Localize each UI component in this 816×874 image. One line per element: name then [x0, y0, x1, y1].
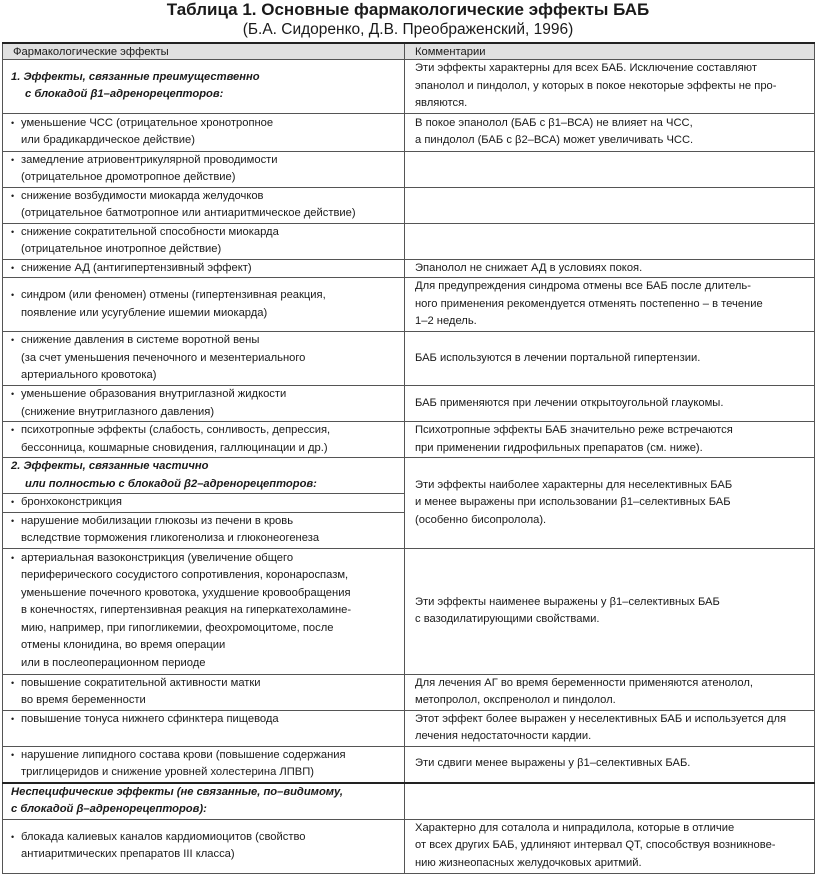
comment-line: Психотропные эффекты БАБ значительно реже встречаются — [415, 424, 733, 436]
table-row — [3, 259, 815, 278]
comment-cell — [405, 674, 815, 710]
effect-line: или брадикардическое действие) — [21, 134, 195, 146]
effect-line: снижение давления в системе воротной вены — [21, 334, 260, 347]
comment-line: и менее выражены при использовании β1–селективных БАБ — [415, 496, 731, 508]
table-row — [3, 548, 815, 674]
effect-cell — [3, 113, 405, 151]
effects-table — [2, 42, 815, 874]
table-row — [3, 151, 815, 187]
effect-cell — [3, 187, 405, 223]
effect-cell — [3, 548, 405, 674]
effect-line: (отрицательное инотропное действие) — [21, 243, 222, 255]
effect-line: (отрицательное батмотропное или антиаритмическое действие) — [21, 207, 356, 219]
comment-line: Для лечения АГ во время беременности применяются атенолол, — [415, 676, 754, 689]
bullet-icon: • — [11, 749, 15, 760]
effect-line: повышение тонуса нижнего сфинктера пищевода — [21, 712, 279, 725]
effect-cell — [3, 332, 405, 386]
effect-line: синдром (или феномен) отмены (гипертензивная реакция, — [21, 289, 326, 301]
comment-line: (особенно бисопролола). — [415, 513, 547, 526]
section-text: с блокадой β–адренорецепторов): — [11, 803, 207, 815]
effect-line: снижение сократительной способности миокарда — [21, 225, 279, 238]
table-row — [3, 332, 815, 386]
section-text: 1. Эффекты, связанные преимущественно — [11, 70, 260, 83]
bullet-icon: • — [11, 497, 15, 507]
comment-line: Эти эффекты наименее выражены у β1–селективных БАБ — [415, 595, 720, 608]
table-row — [3, 746, 815, 783]
effect-line: артериального кровотока) — [21, 369, 157, 382]
comment-line: Эти эффекты характерны для всех БАБ. Исключение составляют — [415, 62, 757, 74]
effect-line: вследствие торможения гликогенолиза и глюконеогенеза — [21, 532, 320, 544]
effect-cell — [3, 710, 405, 746]
header-comments: Комментарии — [405, 43, 815, 60]
comment-line: метопролол, окспренолол и пиндолол. — [415, 694, 616, 706]
effect-cell — [3, 151, 405, 187]
comment-cell — [405, 332, 815, 386]
header-effects: Фармакологические эффекты — [3, 43, 405, 60]
comment-cell — [405, 187, 815, 223]
effect-line: бессонница, кошмарные сновидения, галлюцинации и др.) — [21, 441, 328, 454]
effect-line: отмены клонидина, во время операции — [21, 639, 226, 652]
section-2-comment — [405, 458, 815, 549]
table-row — [3, 386, 815, 422]
effect-line: артериальная вазоконстрикция (увеличение общего — [21, 551, 294, 564]
effect-cell — [3, 386, 405, 422]
comment-cell — [405, 113, 815, 151]
effect-line: повышение сократительной активности матки — [21, 676, 261, 689]
effect-cell — [3, 512, 405, 548]
table-row — [3, 113, 815, 151]
comment-line: Характерно для соталола и нипрадилола, которые в отличие — [415, 821, 735, 834]
effect-cell — [3, 494, 405, 513]
effect-line: (отрицательное дромотропное действие) — [21, 171, 236, 183]
table-row — [3, 187, 815, 223]
effect-line: триглицеридов и снижение уровней холестерина ЛПВП) — [21, 766, 315, 778]
section-text: Неспецифические эффекты (не связанные, по–видимому, — [11, 785, 343, 798]
bullet-icon: • — [11, 515, 15, 526]
section-1-row — [3, 60, 815, 114]
table-row — [3, 674, 815, 710]
comment-cell — [405, 151, 815, 187]
bullet-icon: • — [11, 117, 15, 128]
table-subtitle: (Б.А. Сидоренко, Д.В. Преображенский, 1996) — [242, 21, 574, 38]
comment-line: Эпанолол не снижает АД в условиях покоя. — [415, 261, 643, 274]
effect-line: (снижение внутриглазного давления) — [21, 405, 215, 418]
comment-line: лечения недостаточности кардии. — [415, 730, 592, 742]
section-1-heading — [3, 60, 405, 114]
effect-line: замедление атриовентрикулярной проводимости — [21, 153, 278, 166]
effect-line: (за счет уменьшения печеночного и мезентериального — [21, 351, 306, 364]
comment-cell — [405, 259, 815, 278]
section-3-heading — [3, 783, 405, 820]
section-2-heading — [3, 458, 405, 494]
bullet-icon: • — [11, 389, 15, 399]
bullet-icon: • — [11, 677, 15, 688]
effect-line: бронхоконстрикция — [21, 496, 122, 508]
table-row — [3, 278, 815, 332]
bullet-icon: • — [11, 552, 15, 563]
effect-line: снижение возбудимости миокарда желудочков — [21, 189, 264, 202]
comment-line: от всех других БАБ, удлиняют интервал QT, способствуя возникнове- — [415, 839, 776, 852]
section-text: 2. Эффекты, связанные частично — [11, 460, 209, 472]
comment-cell — [405, 783, 815, 820]
comment-line: Эти сдвиги менее выражены у β1–селективных БАБ. — [415, 757, 691, 770]
section-1-comment — [405, 60, 815, 114]
effect-cell — [3, 819, 405, 873]
effect-cell — [3, 223, 405, 259]
comment-line: при применении гидрофильных препаратов (см. ниже). — [415, 441, 703, 454]
effect-line: уменьшение образования внутриглазной жидкости — [21, 388, 287, 400]
section-3-row — [3, 783, 815, 820]
comment-line: БАБ используются в лечении портальной гипертензии. — [415, 351, 701, 364]
effect-line: психотропные эффекты (слабость, сонливость, депрессия, — [21, 424, 331, 436]
effect-line: уменьшение ЧСС (отрицательное хронотропное — [21, 116, 274, 129]
comment-cell — [405, 819, 815, 873]
comment-line: эпанолол и пиндолол, у которых в покое некоторые эффекты не про- — [415, 79, 777, 92]
table-title: Таблица 1. Основные фармакологические эффекты БАБ — [166, 0, 650, 19]
effect-line: или в послеоперационном периоде — [21, 656, 206, 669]
effect-line: блокада калиевых каналов кардиомиоцитов (свойство — [21, 830, 306, 843]
bullet-icon: • — [11, 335, 15, 346]
bullet-icon: • — [11, 831, 15, 842]
comment-cell — [405, 746, 815, 783]
bullet-icon: • — [11, 190, 15, 201]
effect-line: нарушение липидного состава крови (повышение содержания — [21, 748, 346, 761]
comment-line: 1–2 недель. — [415, 315, 477, 328]
table-row — [3, 819, 815, 873]
bullet-icon: • — [11, 262, 15, 273]
comment-cell — [405, 223, 815, 259]
effect-line: в конечностях, гипертензивная реакция на гиперкатехоламине- — [21, 604, 352, 617]
effect-line: антиаритмических препаратов III класса) — [21, 848, 235, 860]
bullet-icon: • — [11, 290, 15, 300]
section-text: с блокадой β1–адренорецепторов: — [25, 88, 224, 101]
effect-line: мию, например, при гипогликемии, феохромоцитоме, после — [21, 621, 334, 634]
bullet-icon: • — [11, 154, 15, 165]
effect-cell — [3, 674, 405, 710]
comment-line: являются. — [415, 97, 468, 109]
effect-cell — [3, 259, 405, 278]
effect-cell — [3, 422, 405, 458]
comment-cell — [405, 422, 815, 458]
bullet-icon: • — [11, 713, 15, 724]
effect-line: во время беременности — [21, 694, 146, 706]
comment-line: Эти эффекты наиболее характерны для неселективных БАБ — [415, 478, 733, 491]
effect-line: снижение АД (антигипертензивный эффект) — [21, 261, 252, 274]
comment-line: ного применения рекомендуется отменять постепенно – в течение — [415, 297, 763, 310]
comment-line: БАБ применяются при лечении открытоугольной глаукомы. — [415, 396, 724, 409]
comment-line: нию жизнеопасных желудочковых аритмий. — [415, 856, 642, 869]
comment-line: Для предупреждения синдрома отмены все БАБ после длитель- — [415, 280, 751, 293]
effect-line: появление или усугубление ишемии миокарда) — [21, 306, 268, 319]
effect-cell — [3, 746, 405, 783]
section-text: или полностью с блокадой β2–адренорецепторов: — [25, 477, 317, 490]
table-row — [3, 223, 815, 259]
comment-line: с вазодилатирующими свойствами. — [415, 613, 600, 625]
comment-cell — [405, 278, 815, 332]
effect-line: уменьшение почечного кровотока, ухудшение кровообращения — [21, 586, 351, 599]
comment-cell — [405, 548, 815, 674]
comment-line: а пиндолол (БАБ с β2–ВСА) может увеличивать ЧСС. — [415, 134, 694, 146]
section-2-row — [3, 458, 815, 494]
comment-cell — [405, 710, 815, 746]
header-row — [3, 43, 815, 60]
effect-line: периферического сосудистого сопротивления, коронароспазм, — [21, 569, 349, 582]
comment-cell — [405, 386, 815, 422]
effect-cell — [3, 278, 405, 332]
table-row — [3, 422, 815, 458]
comment-line: Этот эффект более выражен у неселективных БАБ и используется для — [415, 712, 787, 725]
comment-line: В покое эпанолол (БАБ с β1–ВСА) не влияет на ЧСС, — [415, 116, 693, 129]
bullet-icon: • — [11, 226, 15, 237]
table-row — [3, 710, 815, 746]
bullet-icon: • — [11, 425, 15, 435]
effect-line: нарушение мобилизации глюкозы из печени в кровь — [21, 514, 294, 527]
